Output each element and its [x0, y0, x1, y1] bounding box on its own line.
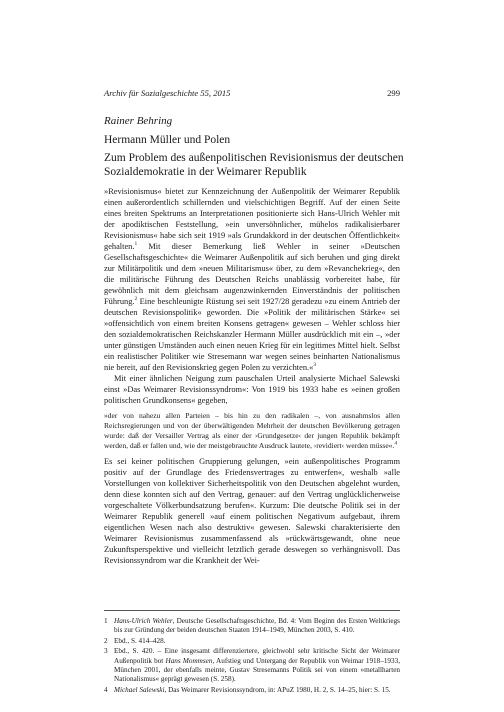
- footnotes: [104, 610, 400, 696]
- article-body: [104, 186, 400, 566]
- body-paragraph: [104, 456, 400, 566]
- footnote-number: 1: [104, 617, 108, 625]
- block-quote: [104, 411, 400, 451]
- footnote-author: Hans Mommsen: [165, 656, 213, 665]
- footnote-number: 4: [104, 685, 108, 694]
- footnote-author: Hans-Ulrich Wehler: [114, 617, 173, 625]
- footnote-ref-3[interactable]: 3: [313, 362, 317, 369]
- footnote-text: , Das Weimarer Revisionssyndrom, in: APuZ 1980, H. 2, S. 14–25, hier: S. 15.: [164, 685, 391, 694]
- footnote-number: 2: [104, 636, 108, 645]
- article-author: Rainer Behring: [104, 115, 173, 127]
- quote-text: »der von nahezu allen Parteien – bis hin zu den radikalen –, von ausnahmslos allen Reichsregierungen und von der überwältigenden Mehrheit der deutschen Bevölkerung getragen wurde: daß der Versailler Vertrag als einer der ›Grundgesetze‹ der jungen Republik bekämpft werden, daß er fallen und, wie der meistgebrauchte Ausdruck lautete, ›revidiert‹ werden müsse«.: [104, 411, 400, 450]
- footnote: [104, 686, 400, 695]
- footnote-text: , Deutsche Gesellschaftsgeschichte, Bd. 4: Vom Beginn des Ersten Weltkriegs bis zur Gründung der beiden deutschen Staaten 1914–1949, München 2003, S. 410.: [114, 617, 400, 635]
- footnote-text: Ebd., S. 420. – Eine insgesamt differenziertere, gleichwohl sehr kritische Sicht der Weimarer Außenpolitik bot: [114, 647, 400, 665]
- footnote-ref-4[interactable]: 4: [394, 440, 398, 447]
- footnote-ref-2[interactable]: 2: [134, 296, 138, 303]
- body-paragraph: [104, 373, 400, 406]
- footnote: [104, 637, 400, 646]
- page-number: 299: [387, 88, 400, 98]
- footnote-number: 3: [104, 647, 108, 656]
- footnote: [104, 617, 400, 636]
- footnote-text: , Aufstieg und Untergang der Republik von Weimar 1918–1933, München 2001, der ebenfalls meinte, Gustav Stresemanns Politik sei von einem »metallharten Nationalismus« geprägt gewesen (S. 258).: [114, 656, 401, 684]
- footnote-divider: [104, 610, 400, 611]
- article-title: Hermann Müller und Polen: [104, 134, 231, 146]
- article-subtitle: Zum Problem des außenpolitischen Revisionismus der deutschen Sozialdemokratie in der Weimarer Republik: [104, 152, 404, 178]
- paragraph-text: Es sei keiner politischen Gruppierung gelungen, »ein außenpolitisches Programm positiv auf der Grundlage des Friedensvertrages zu entwerfen«, weshalb »alle Vorstellungen von kollektiver Sicherheitspolitik von den Deutschen abgelehnt wurden, denn diese konnten sich auf den Vertrag, genauer: auf den Vertrag unglücklicherweise vorgeschaltete Völkerbundsatzung berufen«. Kurzum: Die deutsche Politik sei in der Weimarer Republik generell »auf einem politischen Negativum aufgebaut, ihrem eigentlichen Wesen nach also destruktiv« gewesen. Salewski charakterisierte den Weimarer Revisionismus zusammenfassend als »rückwärtsgewandt, ohne neue Zukunftsperspektive und vielleicht letztlich gerade deswegen so verhängnisvoll. Das Revisionssyndrom war die Krankheit der Wei-: [104, 457, 400, 565]
- body-paragraph: [104, 186, 400, 373]
- footnote: [104, 647, 400, 685]
- footnote-author: Michael Salewski: [114, 685, 165, 694]
- footnote-text: Ebd., S. 414–428.: [114, 636, 166, 645]
- paragraph-text: Mit dieser Bemerkung ließ Wehler in seiner »Deutschen Gesellschaftsgeschichte« die Weimarer Außenpolitik auf sich beruhen und ging direkt zur Militärpolitik und dem »neuen Militarismus« über, zu dem »Revanchekrieg«, den die militärische Führung des Deutschen Reichs unablässig vorbereitet habe, für gewöhnlich mit dem gleichsam augenzwinkernden Einverständnis der politischen Führung.: [104, 242, 400, 306]
- paragraph-text: Mit einer ähnlichen Neigung zum pauschalen Urteil analysierte Michael Salewski einst »Das Weimarer Revisionssyndrom«: Von 1919 bis 1933 habe es »einen großen politischen Grundkonsens« gegeben,: [104, 374, 400, 405]
- journal-citation: Archiv für Sozialgeschichte 55, 2015: [104, 88, 231, 98]
- footnote-ref-1[interactable]: 1: [134, 241, 138, 248]
- paragraph-text: Eine beschleunigte Rüstung sei seit 1927/28 geradezu »zu einem Antrieb der deutschen Revisionspolitik« geworden. Die »Politik der militärischen Stärke« sei »offensichtlich von einem breiten Konsens getragen« gewesen – Wehler schloss hier den sozialdemokratischen Reichskanzler Hermann Müller ausdrücklich mit ein –, »der unter günstigen Umständen auch einen neuen Krieg für ein legitimes Mittel hielt. Selbst ein realistischer Politiker wie Stresemann war wegen seines beinharten Nationalismus nie bereit, auf den Revisionskrieg gegen Polen zu verzichten.«: [104, 297, 400, 372]
- running-head: [104, 88, 400, 100]
- paragraph-text: »Revisionismus« bietet zur Kennzeichnung der Außenpolitik der Weimarer Republik einen außerordentlich schillernden und vielschichtigen Begriff. Auf der einen Seite eines breiten Spektrums an Interpretationen positionierte sich Hans-Ulrich Wehler mit der apodiktischen Feststellung, »ein unversöhnlicher, mühelos radikalisierbarer Revisionismus« habe sich seit 1919 »als Grundakkord in der deutschen Öffentlichkeit« gehalten.: [104, 187, 400, 251]
